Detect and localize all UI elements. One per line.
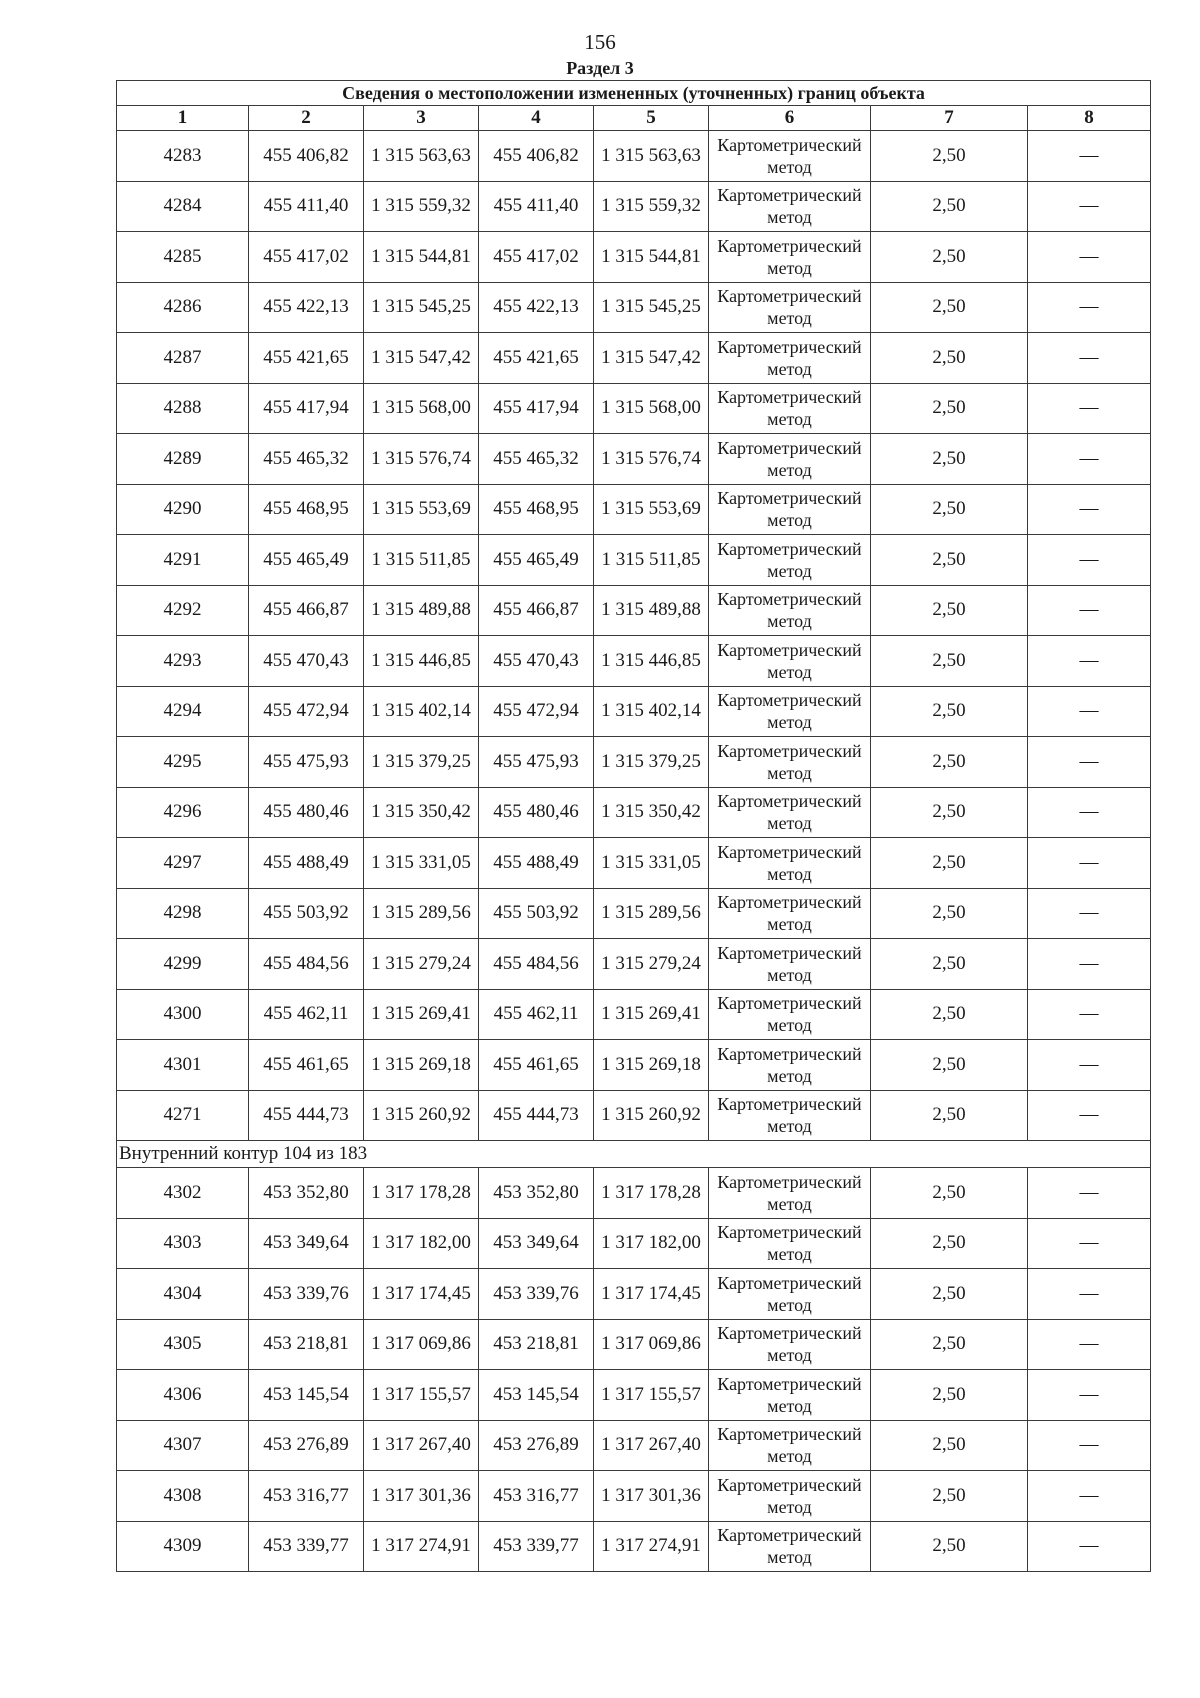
- table-cell-col-3: 1 317 155,57: [364, 1370, 479, 1421]
- table-cell-col-7: 2,50: [871, 383, 1028, 434]
- table-cell-col-7: 2,50: [871, 333, 1028, 384]
- table-cell-col-6: Картометрический метод: [709, 1218, 871, 1269]
- table-cell-col-6: Картометрический метод: [709, 383, 871, 434]
- table-cell-col-4: 455 411,40: [479, 181, 594, 232]
- table-cell-col-2: 455 461,65: [249, 1040, 364, 1091]
- table-cell-col-1: 4302: [117, 1168, 249, 1219]
- table-cell-col-6: Картометрический метод: [709, 989, 871, 1040]
- table-cell-col-3: 1 315 545,25: [364, 282, 479, 333]
- table-row: [117, 1521, 1151, 1572]
- table-cell-col-3: 1 317 178,28: [364, 1168, 479, 1219]
- table-cell-col-5: 1 315 269,41: [594, 989, 709, 1040]
- table-row: [117, 838, 1151, 889]
- table-cell-col-7: 2,50: [871, 838, 1028, 889]
- table-cell-col-8: —: [1028, 1218, 1151, 1269]
- table-cell-col-7: 2,50: [871, 686, 1028, 737]
- table-body: [117, 131, 1151, 1572]
- table-row: [117, 1269, 1151, 1320]
- table-cell-col-2: 455 417,02: [249, 232, 364, 283]
- table-cell-col-8: —: [1028, 585, 1151, 636]
- table-cell-col-8: —: [1028, 1370, 1151, 1421]
- table-cell-col-6: Картометрический метод: [709, 1521, 871, 1572]
- table-cell-col-3: 1 315 553,69: [364, 484, 479, 535]
- table-cell-col-2: 455 411,40: [249, 181, 364, 232]
- table-cell-col-6: Картометрический метод: [709, 1319, 871, 1370]
- table-cell-col-1: 4285: [117, 232, 249, 283]
- table-cell-col-3: 1 315 563,63: [364, 131, 479, 182]
- table-cell-col-1: 4289: [117, 434, 249, 485]
- table-cell-col-4: 455 417,02: [479, 232, 594, 283]
- table-cell-col-7: 2,50: [871, 181, 1028, 232]
- table-cell-col-7: 2,50: [871, 1471, 1028, 1522]
- table-cell-col-6: Картометрический метод: [709, 686, 871, 737]
- table-cell-col-6: Картометрический метод: [709, 737, 871, 788]
- table-cell-col-2: 455 406,82: [249, 131, 364, 182]
- table-cell-col-4: 455 466,87: [479, 585, 594, 636]
- table-cell-col-6: Картометрический метод: [709, 939, 871, 990]
- table-cell-col-2: 455 475,93: [249, 737, 364, 788]
- table-cell-col-8: —: [1028, 383, 1151, 434]
- table-cell-col-1: 4284: [117, 181, 249, 232]
- table-row: [117, 1168, 1151, 1219]
- table-cell-col-4: 455 465,49: [479, 535, 594, 586]
- table-cell-col-2: 455 503,92: [249, 888, 364, 939]
- table-cell-col-2: 453 316,77: [249, 1471, 364, 1522]
- table-cell-col-1: 4299: [117, 939, 249, 990]
- table-cell-col-2: 455 462,11: [249, 989, 364, 1040]
- table-cell-col-8: —: [1028, 1319, 1151, 1370]
- table-cell-col-5: 1 315 545,25: [594, 282, 709, 333]
- table-cell-col-5: 1 315 379,25: [594, 737, 709, 788]
- table-cell-col-7: 2,50: [871, 535, 1028, 586]
- table-cell-col-4: 455 461,65: [479, 1040, 594, 1091]
- coordinates-table: [116, 80, 1151, 1572]
- table-cell-col-2: 455 470,43: [249, 636, 364, 687]
- table-cell-col-6: Картометрический метод: [709, 434, 871, 485]
- table-cell-col-5: 1 317 182,00: [594, 1218, 709, 1269]
- table-row: [117, 787, 1151, 838]
- table-cell-col-7: 2,50: [871, 1420, 1028, 1471]
- table-cell-col-6: Картометрический метод: [709, 888, 871, 939]
- table-cell-col-5: 1 315 269,18: [594, 1040, 709, 1091]
- table-cell-col-8: —: [1028, 1420, 1151, 1471]
- table-cell-col-7: 2,50: [871, 1269, 1028, 1320]
- table-cell-col-2: 453 339,77: [249, 1521, 364, 1572]
- table-cell-col-8: —: [1028, 636, 1151, 687]
- table-cell-col-7: 2,50: [871, 888, 1028, 939]
- column-number-7: 7: [871, 106, 1028, 131]
- table-row: [117, 636, 1151, 687]
- table-cell-col-4: 455 480,46: [479, 787, 594, 838]
- table-cell-col-3: 1 317 267,40: [364, 1420, 479, 1471]
- table-cell-col-7: 2,50: [871, 939, 1028, 990]
- table-row: [117, 232, 1151, 283]
- table-cell-col-4: 455 475,93: [479, 737, 594, 788]
- table-cell-col-4: 455 462,11: [479, 989, 594, 1040]
- table-cell-col-4: 453 349,64: [479, 1218, 594, 1269]
- table-cell-col-2: 453 276,89: [249, 1420, 364, 1471]
- table-cell-col-4: 453 218,81: [479, 1319, 594, 1370]
- contour-label: Внутренний контур 104 из 183: [117, 1141, 1151, 1168]
- table-cell-col-5: 1 315 568,00: [594, 383, 709, 434]
- table-cell-col-4: 455 470,43: [479, 636, 594, 687]
- table-row: [117, 181, 1151, 232]
- table-cell-col-2: 453 218,81: [249, 1319, 364, 1370]
- table-cell-col-2: 455 421,65: [249, 333, 364, 384]
- table-cell-col-6: Картометрический метод: [709, 131, 871, 182]
- table-cell-col-3: 1 317 174,45: [364, 1269, 479, 1320]
- table-cell-col-1: 4297: [117, 838, 249, 889]
- table-cell-col-3: 1 315 331,05: [364, 838, 479, 889]
- table-cell-col-6: Картометрический метод: [709, 1168, 871, 1219]
- table-cell-col-4: 453 145,54: [479, 1370, 594, 1421]
- table-cell-col-2: 455 466,87: [249, 585, 364, 636]
- table-cell-col-1: 4294: [117, 686, 249, 737]
- table-row: [117, 585, 1151, 636]
- table-cell-col-1: 4288: [117, 383, 249, 434]
- table-row: [117, 939, 1151, 990]
- table-cell-col-5: 1 315 547,42: [594, 333, 709, 384]
- table-cell-col-2: 455 422,13: [249, 282, 364, 333]
- table-cell-col-6: Картометрический метод: [709, 181, 871, 232]
- table-cell-col-8: —: [1028, 1521, 1151, 1572]
- table-cell-col-7: 2,50: [871, 1521, 1028, 1572]
- table-row: [117, 1090, 1151, 1141]
- table-cell-col-5: 1 315 402,14: [594, 686, 709, 737]
- table-cell-col-6: Картометрический метод: [709, 1040, 871, 1091]
- table-cell-col-1: 4307: [117, 1420, 249, 1471]
- table-cell-col-5: 1 315 446,85: [594, 636, 709, 687]
- table-cell-col-8: —: [1028, 838, 1151, 889]
- table-cell-col-8: —: [1028, 535, 1151, 586]
- table-cell-col-1: 4300: [117, 989, 249, 1040]
- table-cell-col-3: 1 315 379,25: [364, 737, 479, 788]
- table-cell-col-3: 1 315 289,56: [364, 888, 479, 939]
- table-cell-col-2: 455 465,32: [249, 434, 364, 485]
- table-cell-col-8: —: [1028, 787, 1151, 838]
- table-row: [117, 131, 1151, 182]
- table-cell-col-5: 1 315 289,56: [594, 888, 709, 939]
- column-number-4: 4: [479, 106, 594, 131]
- table-cell-col-8: —: [1028, 1269, 1151, 1320]
- table-cell-col-4: 453 352,80: [479, 1168, 594, 1219]
- table-cell-col-2: 455 488,49: [249, 838, 364, 889]
- table-cell-col-4: 455 422,13: [479, 282, 594, 333]
- table-cell-col-3: 1 315 511,85: [364, 535, 479, 586]
- table-cell-col-7: 2,50: [871, 787, 1028, 838]
- table-cell-col-8: —: [1028, 484, 1151, 535]
- table-cell-col-3: 1 315 544,81: [364, 232, 479, 283]
- table-cell-col-5: 1 315 279,24: [594, 939, 709, 990]
- column-number-5: 5: [594, 106, 709, 131]
- table-cell-col-7: 2,50: [871, 1370, 1028, 1421]
- table-cell-col-8: —: [1028, 1168, 1151, 1219]
- table-cell-col-8: —: [1028, 131, 1151, 182]
- table-cell-col-5: 1 315 511,85: [594, 535, 709, 586]
- table-cell-col-6: Картометрический метод: [709, 787, 871, 838]
- table-row: [117, 282, 1151, 333]
- table-cell-col-7: 2,50: [871, 434, 1028, 485]
- column-number-8: 8: [1028, 106, 1151, 131]
- table-cell-col-1: 4271: [117, 1090, 249, 1141]
- table-cell-col-1: 4291: [117, 535, 249, 586]
- table-cell-col-5: 1 317 178,28: [594, 1168, 709, 1219]
- table-cell-col-1: 4305: [117, 1319, 249, 1370]
- table-row: [117, 383, 1151, 434]
- table-cell-col-2: 455 484,56: [249, 939, 364, 990]
- table-cell-col-2: 453 349,64: [249, 1218, 364, 1269]
- table-cell-col-6: Картометрический метод: [709, 1471, 871, 1522]
- table-cell-col-8: —: [1028, 282, 1151, 333]
- table-cell-col-8: —: [1028, 1040, 1151, 1091]
- table-cell-col-2: 455 417,94: [249, 383, 364, 434]
- table-row: [117, 1420, 1151, 1471]
- column-number-3: 3: [364, 106, 479, 131]
- table-cell-col-1: 4296: [117, 787, 249, 838]
- table-cell-col-6: Картометрический метод: [709, 838, 871, 889]
- table-cell-col-3: 1 317 301,36: [364, 1471, 479, 1522]
- table-cell-col-3: 1 315 559,32: [364, 181, 479, 232]
- column-number-row: [117, 106, 1151, 131]
- table-cell-col-3: 1 315 446,85: [364, 636, 479, 687]
- table-cell-col-1: 4287: [117, 333, 249, 384]
- table-cell-col-3: 1 315 568,00: [364, 383, 479, 434]
- section-title: Раздел 3: [566, 58, 634, 78]
- table-row: [117, 434, 1151, 485]
- table-row: [117, 1218, 1151, 1269]
- table-cell-col-5: 1 315 544,81: [594, 232, 709, 283]
- table-cell-col-2: 455 444,73: [249, 1090, 364, 1141]
- table-cell-col-3: 1 315 279,24: [364, 939, 479, 990]
- table-cell-col-6: Картометрический метод: [709, 232, 871, 283]
- table-cell-col-2: 453 339,76: [249, 1269, 364, 1320]
- table-cell-col-6: Картометрический метод: [709, 535, 871, 586]
- table-cell-col-4: 455 472,94: [479, 686, 594, 737]
- column-number-6: 6: [709, 106, 871, 131]
- table-cell-col-7: 2,50: [871, 484, 1028, 535]
- table-cell-col-5: 1 315 563,63: [594, 131, 709, 182]
- table-cell-col-4: 455 421,65: [479, 333, 594, 384]
- table-cell-col-1: 4293: [117, 636, 249, 687]
- table-cell-col-4: 455 417,94: [479, 383, 594, 434]
- table-cell-col-6: Картометрический метод: [709, 636, 871, 687]
- table-cell-col-5: 1 317 301,36: [594, 1471, 709, 1522]
- table-cell-col-6: Картометрический метод: [709, 1420, 871, 1471]
- table-cell-col-3: 1 315 547,42: [364, 333, 479, 384]
- table-cell-col-7: 2,50: [871, 1168, 1028, 1219]
- table-cell-col-4: 455 465,32: [479, 434, 594, 485]
- table-cell-col-3: 1 315 576,74: [364, 434, 479, 485]
- table-cell-col-4: 455 468,95: [479, 484, 594, 535]
- table-cell-col-5: 1 315 331,05: [594, 838, 709, 889]
- table-cell-col-1: 4306: [117, 1370, 249, 1421]
- table-row: [117, 1471, 1151, 1522]
- table-cell-col-4: 453 339,77: [479, 1521, 594, 1572]
- table-cell-col-5: 1 315 350,42: [594, 787, 709, 838]
- table-cell-col-5: 1 317 174,45: [594, 1269, 709, 1320]
- table-cell-col-8: —: [1028, 333, 1151, 384]
- table-cell-col-8: —: [1028, 989, 1151, 1040]
- table-cell-col-4: 455 444,73: [479, 1090, 594, 1141]
- table-cell-col-1: 4283: [117, 131, 249, 182]
- table-cell-col-5: 1 315 559,32: [594, 181, 709, 232]
- table-cell-col-7: 2,50: [871, 282, 1028, 333]
- table-cell-col-8: —: [1028, 232, 1151, 283]
- table-cell-col-4: 453 316,77: [479, 1471, 594, 1522]
- table-cell-col-5: 1 315 576,74: [594, 434, 709, 485]
- table-cell-col-7: 2,50: [871, 1218, 1028, 1269]
- table-cell-col-1: 4303: [117, 1218, 249, 1269]
- table-cell-col-4: 455 503,92: [479, 888, 594, 939]
- column-number-1: 1: [117, 106, 249, 131]
- table-cell-col-7: 2,50: [871, 636, 1028, 687]
- table-cell-col-4: 453 339,76: [479, 1269, 594, 1320]
- table-cell-col-3: 1 317 182,00: [364, 1218, 479, 1269]
- table-cell-col-2: 453 352,80: [249, 1168, 364, 1219]
- table-cell-col-4: 455 406,82: [479, 131, 594, 182]
- table-cell-col-1: 4304: [117, 1269, 249, 1320]
- table-cell-col-3: 1 315 269,41: [364, 989, 479, 1040]
- table-cell-col-8: —: [1028, 939, 1151, 990]
- table-cell-col-7: 2,50: [871, 737, 1028, 788]
- table-cell-col-7: 2,50: [871, 1040, 1028, 1091]
- contour-row: [117, 1141, 1151, 1168]
- table-cell-col-3: 1 315 269,18: [364, 1040, 479, 1091]
- table-cell-col-4: 455 484,56: [479, 939, 594, 990]
- table-cell-col-5: 1 315 489,88: [594, 585, 709, 636]
- table-cell-col-6: Картометрический метод: [709, 282, 871, 333]
- table-cell-col-1: 4308: [117, 1471, 249, 1522]
- table-cell-col-2: 455 480,46: [249, 787, 364, 838]
- table-cell-col-6: Картометрический метод: [709, 333, 871, 384]
- table-cell-col-1: 4309: [117, 1521, 249, 1572]
- table-row: [117, 535, 1151, 586]
- table-cell-col-1: 4290: [117, 484, 249, 535]
- table-cell-col-8: —: [1028, 181, 1151, 232]
- table-cell-col-3: 1 315 489,88: [364, 585, 479, 636]
- table-row: [117, 888, 1151, 939]
- table-cell-col-8: —: [1028, 686, 1151, 737]
- table-cell-col-7: 2,50: [871, 232, 1028, 283]
- table-cell-col-2: 455 465,49: [249, 535, 364, 586]
- table-cell-col-3: 1 315 260,92: [364, 1090, 479, 1141]
- table-cell-col-5: 1 317 267,40: [594, 1420, 709, 1471]
- table-cell-col-1: 4292: [117, 585, 249, 636]
- table-cell-col-1: 4301: [117, 1040, 249, 1091]
- table-row: [117, 686, 1151, 737]
- table-cell-col-1: 4298: [117, 888, 249, 939]
- table-cell-col-5: 1 315 260,92: [594, 1090, 709, 1141]
- table-cell-col-8: —: [1028, 434, 1151, 485]
- page-number: 156: [584, 30, 616, 54]
- table-cell-col-3: 1 315 402,14: [364, 686, 479, 737]
- table-cell-col-1: 4295: [117, 737, 249, 788]
- table-cell-col-3: 1 317 274,91: [364, 1521, 479, 1572]
- table-cell-col-8: —: [1028, 737, 1151, 788]
- table-row: [117, 989, 1151, 1040]
- table-cell-col-5: 1 317 155,57: [594, 1370, 709, 1421]
- table-cell-col-7: 2,50: [871, 1090, 1028, 1141]
- table-cell-col-7: 2,50: [871, 1319, 1028, 1370]
- table-row: [117, 1319, 1151, 1370]
- table-row: [117, 484, 1151, 535]
- table-cell-col-2: 453 145,54: [249, 1370, 364, 1421]
- table-row: [117, 737, 1151, 788]
- column-number-2: 2: [249, 106, 364, 131]
- table-cell-col-8: —: [1028, 888, 1151, 939]
- table-cell-col-4: 453 276,89: [479, 1420, 594, 1471]
- table-cell-col-4: 455 488,49: [479, 838, 594, 889]
- table-cell-col-2: 455 472,94: [249, 686, 364, 737]
- table-cell-col-7: 2,50: [871, 585, 1028, 636]
- table-caption: Сведения о местоположении измененных (уточненных) границ объекта: [117, 81, 1151, 106]
- table-cell-col-7: 2,50: [871, 989, 1028, 1040]
- table-cell-col-5: 1 317 069,86: [594, 1319, 709, 1370]
- table-cell-col-2: 455 468,95: [249, 484, 364, 535]
- table-cell-col-8: —: [1028, 1471, 1151, 1522]
- table-cell-col-3: 1 315 350,42: [364, 787, 479, 838]
- table-row: [117, 333, 1151, 384]
- table-cell-col-3: 1 317 069,86: [364, 1319, 479, 1370]
- table-row: [117, 1370, 1151, 1421]
- table-cell-col-6: Картометрический метод: [709, 1370, 871, 1421]
- table-cell-col-6: Картометрический метод: [709, 1269, 871, 1320]
- table-cell-col-6: Картометрический метод: [709, 585, 871, 636]
- table-cell-col-1: 4286: [117, 282, 249, 333]
- table-cell-col-5: 1 315 553,69: [594, 484, 709, 535]
- table-cell-col-6: Картометрический метод: [709, 484, 871, 535]
- table-cell-col-7: 2,50: [871, 131, 1028, 182]
- table-row: [117, 1040, 1151, 1091]
- table-cell-col-8: —: [1028, 1090, 1151, 1141]
- table-cell-col-5: 1 317 274,91: [594, 1521, 709, 1572]
- table-cell-col-6: Картометрический метод: [709, 1090, 871, 1141]
